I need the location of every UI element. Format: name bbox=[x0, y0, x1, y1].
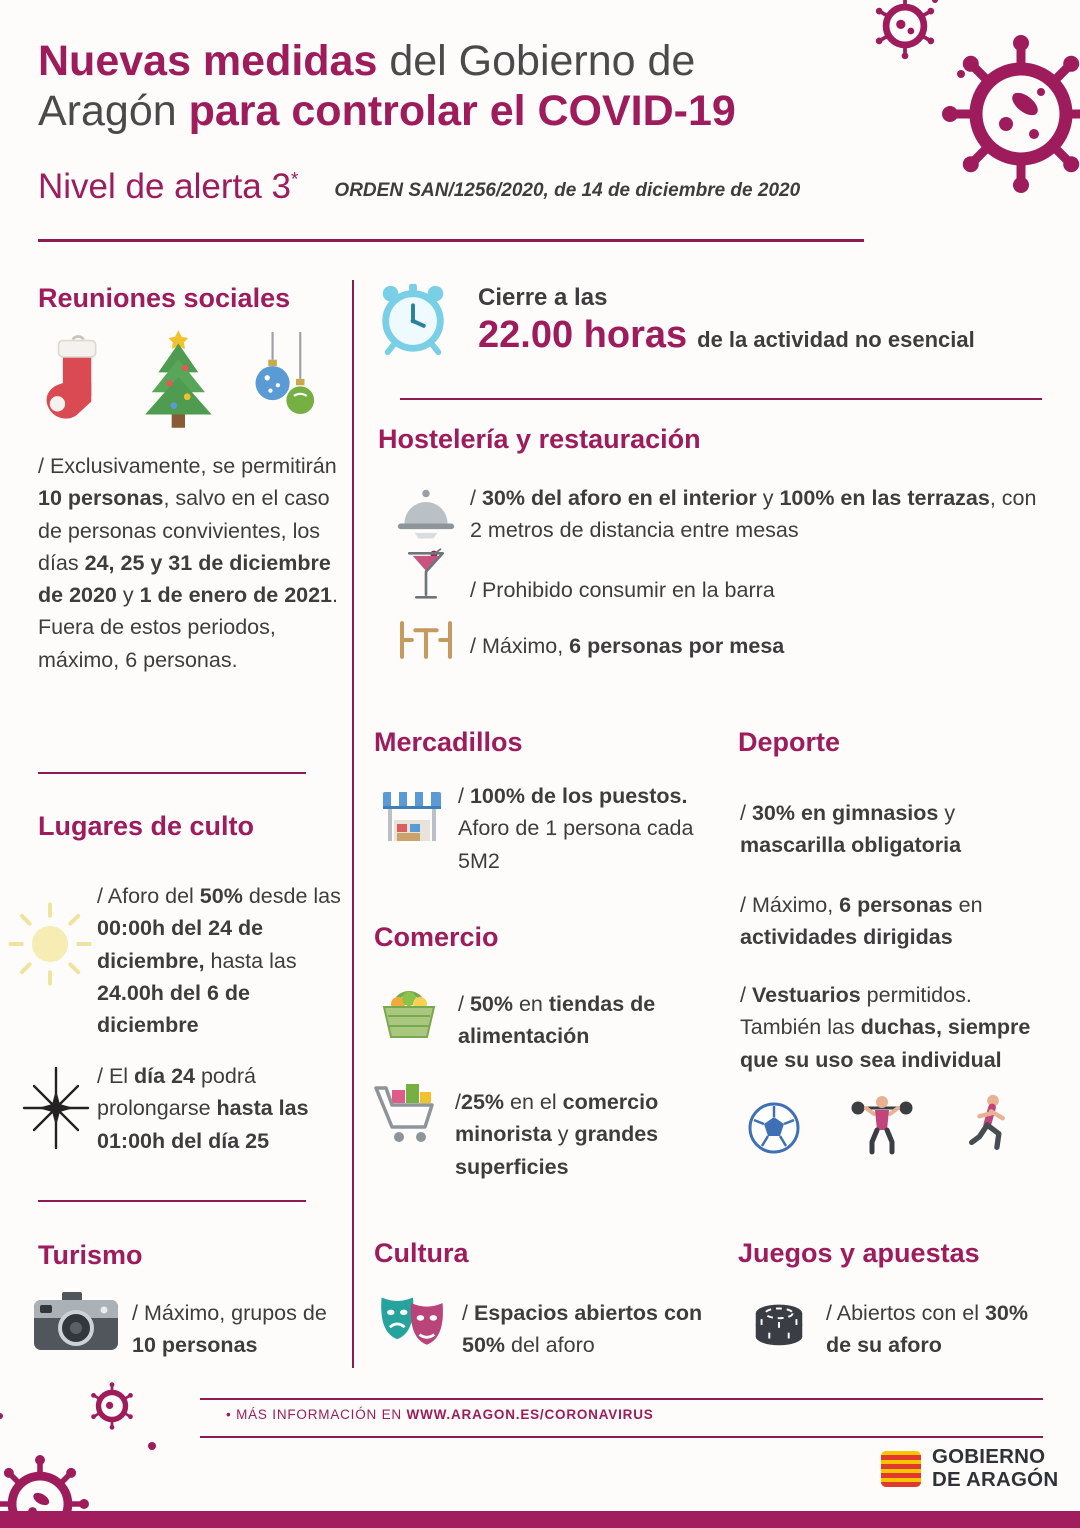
alarm-clock-icon bbox=[374, 280, 452, 358]
logo-line-1: GOBIERNO bbox=[932, 1445, 1046, 1468]
header-divider bbox=[38, 239, 864, 242]
theater-masks-icon bbox=[376, 1292, 450, 1351]
order-reference: ORDEN SAN/1256/2020, de 14 de diciembre de 2020 bbox=[334, 179, 801, 201]
section-title-reuniones: Reuniones sociales bbox=[38, 283, 291, 313]
section-title-deporte: Deporte bbox=[738, 727, 841, 757]
runner-icon bbox=[962, 1092, 1016, 1156]
deporte-text-3: / Vestuarios permitidos. También las duchas, siempre que su uso sea individual bbox=[740, 983, 1031, 1072]
closure-intro: Cierre a las bbox=[478, 284, 608, 311]
christmas-icons bbox=[40, 328, 323, 430]
reuniones-text: / Exclusivamente, se permitirán 10 personas, salvo en el caso de personas convivientes, los días 24, 25 y 31 de diciembre de 2020 y 1 de enero de 2021. Fuera de estos periodos, máximo, 6 personas. bbox=[38, 454, 339, 672]
weightlifter-icon bbox=[848, 1090, 916, 1156]
serving-dish-icon bbox=[396, 486, 456, 540]
comercio-text-1: / 50% en tiendas de alimentación bbox=[458, 992, 656, 1049]
alert-asterisk: * bbox=[290, 169, 299, 191]
section-title-hosteleria: Hostelería y restauración bbox=[378, 424, 701, 454]
market-stall-icon bbox=[380, 786, 444, 846]
hosteleria-text-3: / Máximo, 6 personas por mesa bbox=[470, 634, 785, 658]
coronavirus-footer-icon bbox=[0, 1382, 174, 1528]
hosteleria-text-2: / Prohibido consumir en la barra bbox=[470, 578, 775, 602]
closure-time: 22.00 horas bbox=[478, 314, 688, 356]
shopping-cart-icon bbox=[372, 1080, 444, 1144]
section-title-comercio: Comercio bbox=[374, 922, 499, 952]
christmas-tree-icon bbox=[134, 328, 223, 430]
right-divider-1 bbox=[400, 398, 1042, 400]
sun-icon bbox=[6, 900, 94, 988]
camera-icon bbox=[32, 1290, 120, 1354]
deporte-text-1: / 30% en gimnasios y mascarilla obligatoria bbox=[740, 801, 962, 858]
culto-text-1: / Aforo del 50% desde las 00:00h del 24 de diciembre, hasta las 24.00h del 6 de diciembre bbox=[97, 884, 341, 1037]
gobierno-aragon-logo bbox=[880, 1446, 1058, 1491]
cultura-text: / Espacios abiertos con 50% del aforo bbox=[462, 1301, 703, 1358]
coronavirus-icon bbox=[869, 0, 1080, 246]
mercadillos-text: / 100% de los puestos. Aforo de 1 persona cada 5M2 bbox=[458, 784, 694, 873]
christmas-stocking-icon bbox=[40, 334, 110, 430]
christmas-ornaments-icon bbox=[247, 332, 324, 430]
footer-divider-top bbox=[200, 1398, 1043, 1400]
vertical-divider bbox=[352, 280, 354, 1368]
alert-level-text: Nivel de alerta 3 bbox=[38, 167, 291, 206]
poker-chips-icon bbox=[748, 1292, 810, 1350]
table-and-chairs-icon bbox=[394, 616, 458, 662]
left-divider-2 bbox=[38, 1200, 306, 1202]
footer-info: • MÁS INFORMACIÓN EN WWW.ARAGON.ES/CORONAVIRUS bbox=[226, 1407, 654, 1422]
section-title-culto: Lugares de culto bbox=[38, 811, 255, 841]
comercio-text-2: /25% en el comercio minorista y grandes superficies bbox=[455, 1090, 659, 1179]
food-basket-icon bbox=[376, 980, 442, 1042]
alert-level bbox=[38, 168, 298, 207]
logo-text bbox=[932, 1446, 1058, 1491]
section-title-cultura: Cultura bbox=[374, 1238, 469, 1268]
title-line-2: Aragón para controlar el COVID-19 bbox=[38, 87, 736, 136]
closure-banner bbox=[478, 284, 975, 357]
page-title bbox=[38, 36, 898, 137]
hosteleria-text-1: / 30% del aforo en el interior y 100% en las terrazas, con 2 metros de distancia entre mesas bbox=[470, 486, 1037, 543]
bottom-accent-bar bbox=[0, 1511, 1080, 1528]
deporte-text-2: / Máximo, 6 personas en actividades dirigidas bbox=[740, 893, 983, 950]
turismo-text: / Máximo, grupos de 10 personas bbox=[132, 1301, 327, 1358]
star-sparkle-icon bbox=[18, 1066, 94, 1150]
closure-tail: de la actividad no esencial bbox=[697, 327, 975, 352]
footer-divider-bottom bbox=[200, 1436, 1043, 1438]
section-title-turismo: Turismo bbox=[38, 1240, 143, 1270]
culto-text-2: / El día 24 podrá prolongarse hasta las 01:00h del día 25 bbox=[97, 1064, 309, 1153]
aragon-flag-logo bbox=[880, 1449, 922, 1489]
logo-line-2: DE ARAGÓN bbox=[932, 1467, 1059, 1491]
closure-line bbox=[478, 314, 975, 357]
juegos-text: / Abiertos con el 30% de su aforo bbox=[826, 1301, 1028, 1358]
title-line-1: Nuevas medidas del Gobierno de bbox=[38, 37, 696, 85]
soccer-ball-icon bbox=[746, 1100, 802, 1156]
left-divider-1 bbox=[38, 772, 306, 774]
alert-level-row bbox=[38, 168, 800, 207]
sport-icons bbox=[746, 1090, 1016, 1156]
cocktail-icon bbox=[404, 548, 448, 603]
section-title-juegos: Juegos y apuestas bbox=[738, 1238, 980, 1268]
section-title-mercadillos: Mercadillos bbox=[374, 727, 523, 757]
